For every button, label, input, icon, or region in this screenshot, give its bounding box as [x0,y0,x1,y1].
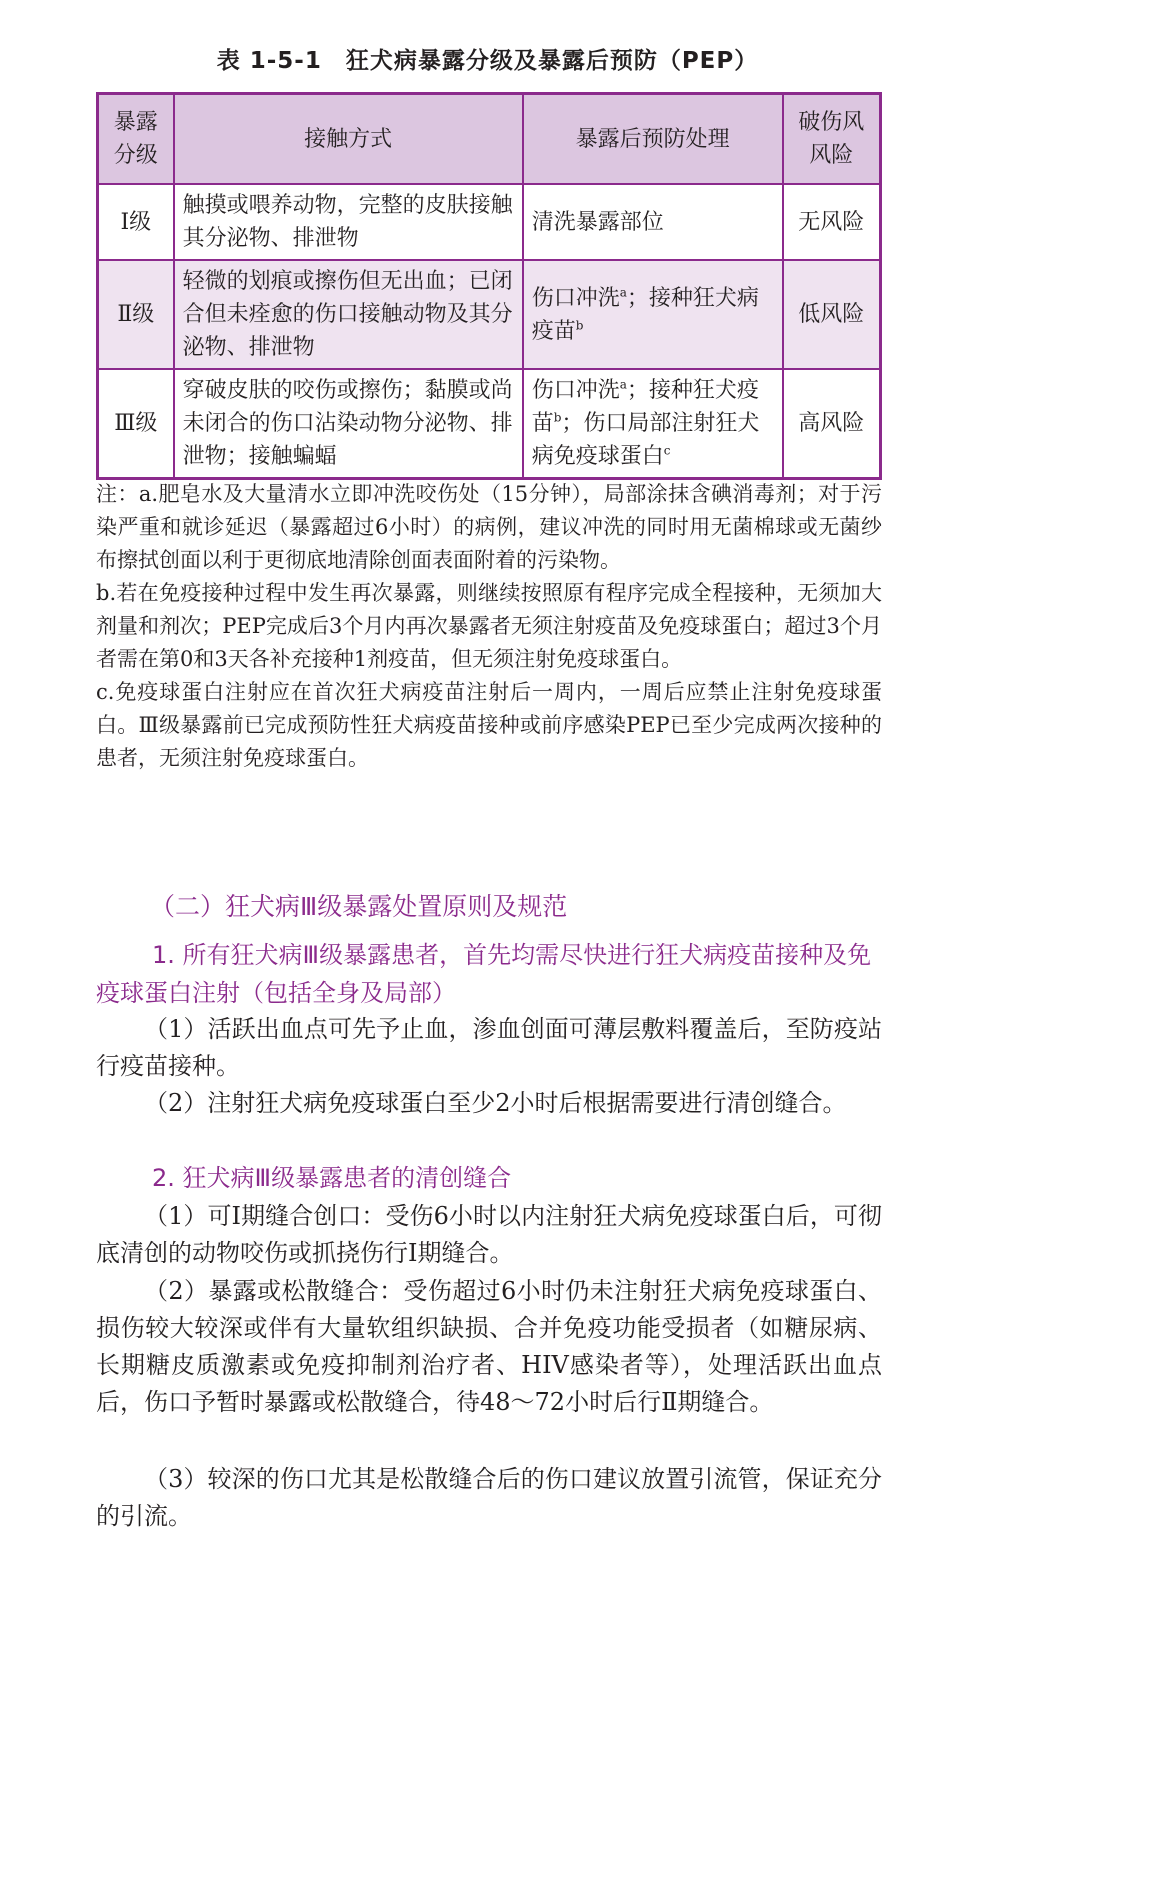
pep-text: 伤口冲洗 [531,285,620,311]
table-notes [96,478,882,775]
footnote-mark-b: b [575,318,584,333]
header-pep: 暴露后预防处理 [523,94,783,185]
section-heading: （二）狂犬病Ⅲ级暴露处置原则及规范 [150,892,568,921]
table-header-row [98,94,881,185]
cell-contact: 轻微的划痕或擦伤但无出血；已闭合但未痊愈的伤口接触动物及其分泌物、排泄物 [174,260,523,369]
cell-pep [523,260,783,369]
table-row [98,369,881,479]
pep-text: ；接种狂犬病疫苗 [531,285,759,344]
table-row [98,184,881,260]
cell-contact: 触摸或喂养动物，完整的皮肤接触其分泌物、排泄物 [174,184,523,260]
paragraph-1-2: （2）注射狂犬病免疫球蛋白至少2小时后根据需要进行清创缝合。 [144,1089,847,1117]
paragraph-1-1: （1）活跃出血点可先予止血，渗血创面可薄层敷料覆盖后，至防疫站行疫苗接种。 [96,1015,882,1080]
cell-grade: Ⅰ级 [98,184,174,260]
cell-pep [523,184,783,260]
subheading-1: 1. 所有狂犬病Ⅲ级暴露患者，首先均需尽快进行狂犬病疫苗接种及免疫球蛋白注射（包括全身及局部） [96,941,872,1007]
exposure-table [96,92,882,480]
paragraph-2-1: （1）可Ⅰ期缝合创口：受伤6小时以内注射狂犬病免疫球蛋白后，可彻底清创的动物咬伤或抓挠伤行Ⅰ期缝合。 [96,1202,882,1267]
cell-risk: 无风险 [783,184,881,260]
footnote-mark-a: a [619,285,627,300]
pep-text: 伤口冲洗 [531,378,620,403]
header-tetanus: 破伤风风险 [783,94,881,185]
cell-grade: Ⅱ级 [98,260,174,369]
footnote-mark-c: c [663,443,671,458]
header-grade: 暴露分级 [98,94,174,185]
pep-text: ；接种狂犬疫苗 [531,378,759,436]
pep-text: 清洗暴露部位 [531,209,664,235]
cell-pep [523,369,783,479]
paragraph-2-3: （3）较深的伤口尤其是松散缝合后的伤口建议放置引流管，保证充分的引流。 [96,1465,882,1530]
note-c: c.免疫球蛋白注射应在首次狂犬病疫苗注射后一周内，一周后应禁止注射免疫球蛋白。Ⅲ级暴露前已完成预防性狂犬病疫苗接种或前序感染PEP已至少完成两次接种的患者，无须注射免疫球蛋白。 [96,680,882,770]
footnote-mark-b: b [553,410,562,425]
header-contact: 接触方式 [174,94,523,185]
pep-text: ；伤口局部注射狂犬病免疫球蛋白 [531,411,760,469]
note-a: 注：a.肥皂水及大量清水立即冲洗咬伤处（15分钟），局部涂抹含碘消毒剂；对于污染严重和就诊延迟（暴露超过6小时）的病例，建议冲洗的同时用无菌棉球或无菌纱布擦拭创面以利于更彻底地清除创面表面附着的污染物。 [96,482,882,572]
table-row [98,260,881,369]
subheading-2: 2. 狂犬病Ⅲ级暴露患者的清创缝合 [152,1164,512,1192]
cell-risk: 高风险 [783,369,881,479]
table-title: 表 1-5-1 狂犬病暴露分级及暴露后预防（PEP） [216,48,759,74]
cell-risk: 低风险 [783,260,881,369]
paragraph-2-2: （2）暴露或松散缝合：受伤超过6小时仍未注射狂犬病免疫球蛋白、损伤较大较深或伴有大量软组织缺损、合并免疫功能受损者（如糖尿病、长期糖皮质激素或免疫抑制剂治疗者、HIV感染者等），处理活跃出血点后，伤口予暂时暴露或松散缝合，待48～72小时后行Ⅱ期缝合。 [96,1277,882,1416]
footnote-mark-a: a [619,377,627,392]
note-b: b.若在免疫接种过程中发生再次暴露，则继续按照原有程序完成全程接种，无须加大剂量和剂次；PEP完成后3个月内再次暴露者无须注射疫苗及免疫球蛋白；超过3个月者需在第0和3天各补充接种1剂疫苗，但无须注射免疫球蛋白。 [96,581,882,671]
cell-grade: Ⅲ级 [98,369,174,479]
cell-contact: 穿破皮肤的咬伤或擦伤；黏膜或尚未闭合的伤口沾染动物分泌物、排泄物；接触蝙蝠 [174,369,523,479]
